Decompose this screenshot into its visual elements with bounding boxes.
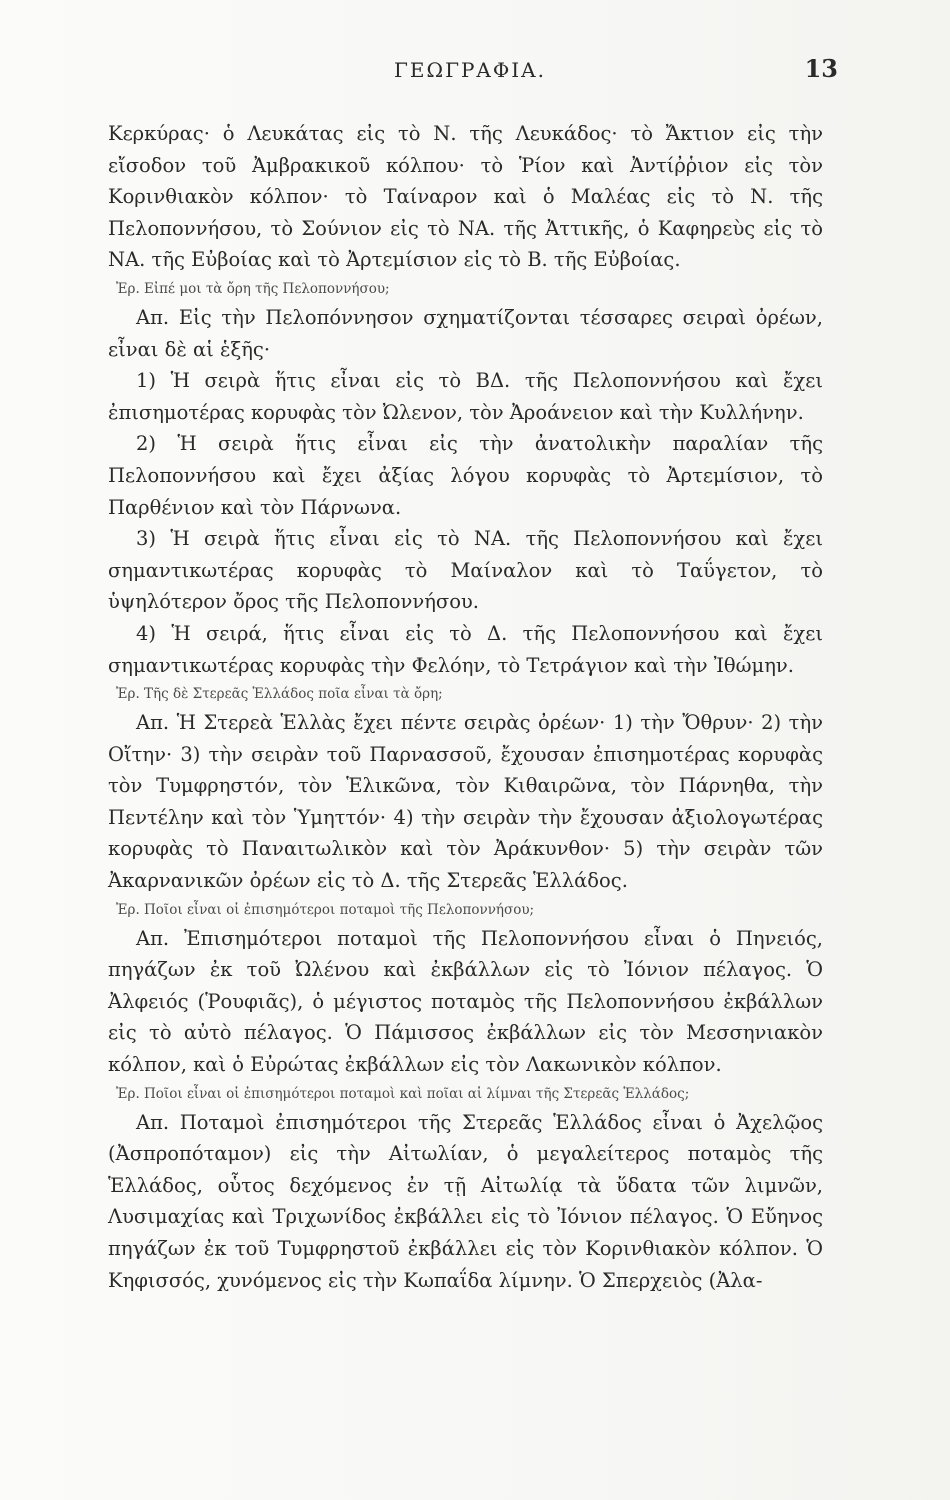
question-line: Ἐρ. Εἰπέ μοι τὰ ὄρη τῆς Πελοποννήσου; [116,280,390,297]
question-line: Ἐρ. Ποῖοι εἶναι οἱ ἐπισημότεροι ποταμοὶ καὶ ποῖαι αἱ λίμναι τῆς Στερεᾶς Ἑλλάδος; [116,1085,690,1102]
answer-paragraph: Απ. Ἡ Στερεὰ Ἑλλὰς ἔχει πέντε σειρὰς ὀρέων· 1) τὴν Ὄθρυν· 2) τὴν Οἴτην· 3) τὴν σειρὰν τοῦ Παρνασσοῦ, ἔχουσαν ἐπισημοτέρας κορυφὰς τὸν Τυμφρηστόν, τὸν Ἑλικῶνα, τὸν Κιθαιρῶνα, τὸν Πάρνηθα, τὴν Πεντέλην καὶ τὸν Ὑμηττόν· 4) τὴν σειρὰν τὴν ἔχουσαν ἀξιολογωτέρας κορυφὰς τὸ Παναιτωλικὸν καὶ τὸν Ἀράκυνθον· 5) τὴν σειρὰν τῶν Ἀκαρνανικῶν ὀρέων εἰς τὸ Δ. τῆς Στερεᾶς Ἑλλάδος. [108,711,823,893]
page-number: 13 [804,54,838,83]
list-item-paragraph: 2) Ἡ σειρὰ ἥτις εἶναι εἰς τὴν ἀνατολικὴν παραλίαν τῆς Πελοποννήσου καὶ ἔχει ἀξίας λόγου κορυφὰς τὸ Ἀρτεμίσιον, τὸ Παρθένιον καὶ τὸν Πάρνωνα. [108,432,823,519]
page-header [110,54,838,88]
answer-paragraph: Απ. Εἰς τὴν Πελοπόννησον σχηματίζονται τέσσαρες σειραὶ ὀρέων, εἶναι δὲ αἱ ἑξῆς· [108,305,823,361]
body-text [108,118,823,1296]
list-item-paragraph: 3) Ἡ σειρὰ ἥτις εἶναι εἰς τὸ ΝΑ. τῆς Πελοποννήσου καὶ ἔχει σημαντικωτέρας κορυφὰς τὸ Μαίναλον καὶ τὸ Ταΰγετον, τὸ ὑψηλότερον ὄρος τῆς Πελοποννήσου. [108,527,823,614]
list-item-paragraph: 4) Ἡ σειρά, ἥτις εἶναι εἰς τὸ Δ. τῆς Πελοποννήσου καὶ ἔχει σημαντικωτέρας κορυφὰς τὴν Φελόην, τὸ Τετράγιον καὶ τὴν Ἰθώμην. [108,621,823,677]
answer-paragraph: Απ. Ἐπισημότεροι ποταμοὶ τῆς Πελοποννήσου εἶναι ὁ Πηνειός, πηγάζων ἐκ τοῦ Ὠλένου καὶ ἐκβάλλων εἰς τὸ Ἰόνιον πέλαγος. Ὁ Ἀλφειός (Ῥουφιᾶς), ὁ μέγιστος ποταμὸς τῆς Πελοποννήσου ἐκβάλλων εἰς τὸ αὐτὸ πέλαγος. Ὁ Πάμισσος ἐκβάλλων εἰς τὸν Μεσσηνιακὸν κόλπον, καὶ ὁ Εὐρώτας ἐκβάλλων εἰς τὸν Λακωνικὸν κόλπον. [108,926,823,1077]
list-item-paragraph: 1) Ἡ σειρὰ ἥτις εἶναι εἰς τὸ ΒΔ. τῆς Πελοποννήσου καὶ ἔχει ἐπισημοτέρας κορυφὰς τὸν Ὠλενον, τὸν Ἀροάνειον καὶ τὴν Κυλλήνην. [108,369,823,424]
question-line: Ἐρ. Τῆς δὲ Στερεᾶς Ἑλλάδος ποῖα εἶναι τὰ ὄρη; [116,686,443,703]
question-line: Ἐρ. Ποῖοι εἶναι οἱ ἐπισημότεροι ποταμοὶ τῆς Πελοποννήσου; [116,901,535,918]
running-title: ΓΕΩΓΡΑΦΙΑ. [394,58,546,82]
answer-paragraph: Απ. Ποταμοὶ ἐπισημότεροι τῆς Στερεᾶς Ἑλλάδος εἶναι ὁ Ἀχελῷος (Ἀσπροπόταμον) εἰς τὴν Αἰτωλίαν, ὁ μεγαλείτερος ποταμὸς τῆς Ἑλλάδος, οὗτος δεχόμενος ἐν τῇ Αἰτωλίᾳ τὰ ὕδατα τῶν λιμνῶν, Λυσιμαχίας καὶ Τριχωνίδος ἐκβάλλει εἰς τὸ Ἰόνιον πέλαγος. Ὁ Εὔηνος πηγάζων ἐκ τοῦ Τυμφρηστοῦ ἐκβάλλει εἰς τὸν Κορινθιακὸν κόλπον. Ὁ Κηφισσός, χυνόμενος εἰς τὴν Κωπαΐδα λίμνην. Ὁ Σπερχειὸς (Ἀλα- [108,1110,823,1292]
paragraph: Κερκύρας· ὁ Λευκάτας εἰς τὸ Ν. τῆς Λευκάδος· τὸ Ἄκτιον εἰς τὴν εἴσοδον τοῦ Ἀμβρακικοῦ κόλπου· τὸ Ῥίον καὶ Ἀντίῤῥιον εἰς τὸν Κορινθιακὸν κόλπον· τὸ Ταίναρον καὶ ὁ Μαλέας εἰς τὸ Ν. τῆς Πελοποννήσου, τὸ Σούνιον εἰς τὸ ΝΑ. τῆς Ἀττικῆς, ὁ Καφηρεὺς εἰς τὸ ΝΑ. τῆς Εὐβοίας καὶ τὸ Ἀρτεμίσιον εἰς τὸ Β. τῆς Εὐβοίας. [108,122,823,272]
